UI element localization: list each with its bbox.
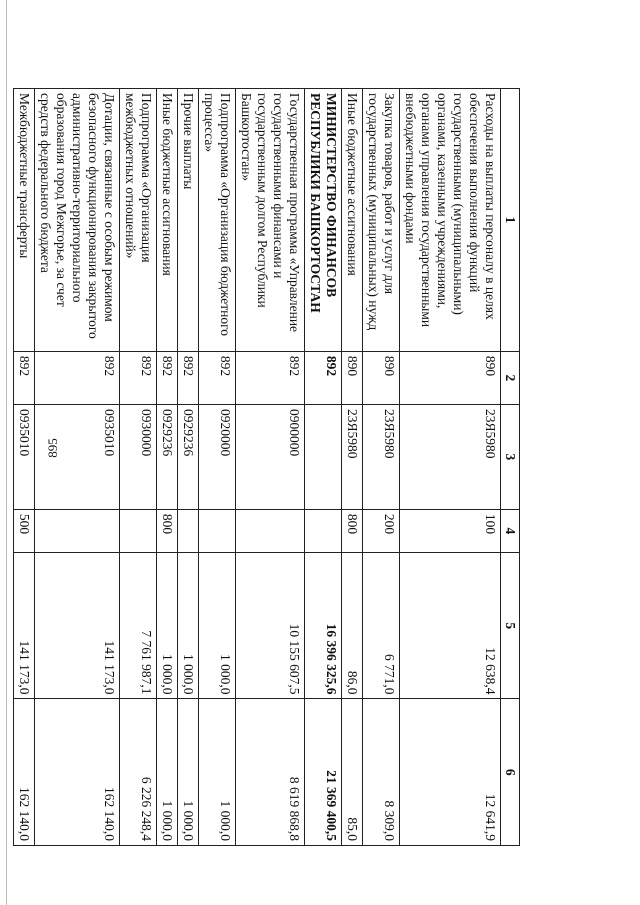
target-article-cell: 0935010 <box>35 405 120 510</box>
row-name-cell: Прочие выплаты <box>178 89 199 352</box>
row-name-cell: Закупка товаров, работ и услуг для государственных (муниципальных) нужд <box>363 89 400 352</box>
target-article-cell: 0929236 <box>157 405 178 510</box>
amount-2018-cell: 8 309,0 <box>363 699 400 846</box>
amount-2018-cell: 12 641,9 <box>400 699 501 846</box>
amount-2017-cell: 141 173,0 <box>35 552 120 699</box>
code-cell: 892 <box>120 351 157 404</box>
amount-2017-cell: 1 000,0 <box>157 552 178 699</box>
code-cell: 890 <box>400 351 501 404</box>
amount-2017-cell: 86,0 <box>342 552 363 699</box>
row-name-cell: Иные бюджетные ассигнования <box>342 89 363 352</box>
target-article-cell: 23Я5980 <box>342 405 363 510</box>
amount-2018-cell: 85,0 <box>342 699 363 846</box>
expense-type-cell <box>305 509 342 552</box>
expense-type-cell: 100 <box>400 509 501 552</box>
target-article-cell: 23Я5980 <box>400 405 501 510</box>
expense-type-cell <box>236 509 305 552</box>
column-header: 4 <box>501 509 520 552</box>
amount-2017-cell: 1 000,0 <box>178 552 199 699</box>
target-article-cell: 0929236 <box>178 405 199 510</box>
amount-2017-cell: 12 638,4 <box>400 552 501 699</box>
column-header: 5 <box>501 552 520 699</box>
column-header: 3 <box>501 405 520 510</box>
table-row <box>35 89 120 846</box>
target-article-cell <box>305 405 342 510</box>
page-number: 895 <box>45 438 60 458</box>
row-name-cell: Расходы на выплаты персоналу в целях обеспечения выполнения функций государственными (муниципальными) органами, казенными учреждениями, органами управления государственными внебюджетными фондами <box>400 89 501 352</box>
amount-2018-cell: 1 000,0 <box>157 699 178 846</box>
table-row <box>305 89 342 846</box>
amount-2018-cell: 1 000,0 <box>178 699 199 846</box>
expense-type-cell <box>120 509 157 552</box>
expense-type-cell <box>178 509 199 552</box>
row-name-cell: Дотации, связанные с особым режимом безопасного функционирования закрытого административно-территориального образования город Межгорье, за счет средств федерального бюджета <box>35 89 120 352</box>
row-name-cell: Иные бюджетные ассигнования <box>157 89 178 352</box>
amount-2017-cell: 10 155 607,5 <box>236 552 305 699</box>
amount-2017-cell: 141 173,0 <box>14 552 35 699</box>
target-article-cell: 23Я5980 <box>363 405 400 510</box>
table-row <box>342 89 363 846</box>
code-cell: 892 <box>236 351 305 404</box>
table-row <box>14 89 35 846</box>
code-cell: 892 <box>14 351 35 404</box>
amount-2018-cell: 6 226 248,4 <box>120 699 157 846</box>
table-row <box>400 89 501 846</box>
expense-type-cell: 500 <box>14 509 35 552</box>
code-cell: 892 <box>199 351 236 404</box>
code-cell: 890 <box>363 351 400 404</box>
amount-2018-cell: 8 619 868,8 <box>236 699 305 846</box>
table-row <box>157 89 178 846</box>
amount-2018-cell: 1 000,0 <box>199 699 236 846</box>
amount-2017-cell: 1 000,0 <box>199 552 236 699</box>
table-row <box>199 89 236 846</box>
row-name-cell: Государственная программа «Управление государственными финансами и государственным долгом Республики Башкортостан» <box>236 89 305 352</box>
column-header: 2 <box>501 351 520 404</box>
code-cell: 892 <box>157 351 178 404</box>
expense-type-cell: 800 <box>157 509 178 552</box>
row-name-cell: Подпрограмма «Организация бюджетного процесса» <box>199 89 236 352</box>
amount-2017-cell: 16 396 325,6 <box>305 552 342 699</box>
table-row <box>178 89 199 846</box>
code-cell: 892 <box>305 351 342 404</box>
code-cell: 892 <box>178 351 199 404</box>
target-article-cell: 0900000 <box>236 405 305 510</box>
target-article-cell: 0935010 <box>14 405 35 510</box>
scan-edge-mark <box>6 0 7 905</box>
row-name-cell: Подпрограмма «Организация межбюджетных отношений» <box>120 89 157 352</box>
column-header: 6 <box>501 699 520 846</box>
amount-2018-cell: 162 140,0 <box>35 699 120 846</box>
row-name-cell: Межбюджетные трансферты <box>14 89 35 352</box>
table-body <box>14 89 501 846</box>
table-header-row <box>501 89 520 846</box>
row-name-cell: МИНИСТЕРСТВО ФИНАНСОВ РЕСПУБЛИКИ БАШКОРТОСТАН <box>305 89 342 352</box>
amount-2018-cell: 162 140,0 <box>14 699 35 846</box>
target-article-cell: 0920000 <box>199 405 236 510</box>
table-row <box>236 89 305 846</box>
expense-type-cell: 800 <box>342 509 363 552</box>
column-header: 1 <box>501 89 520 352</box>
expense-type-cell: 200 <box>363 509 400 552</box>
amount-2017-cell: 7 761 987,1 <box>120 552 157 699</box>
expense-type-cell <box>199 509 236 552</box>
budget-table <box>13 88 520 846</box>
amount-2018-cell: 21 369 400,5 <box>305 699 342 846</box>
target-article-cell: 0930000 <box>120 405 157 510</box>
table-row <box>120 89 157 846</box>
amount-2017-cell: 6 771,0 <box>363 552 400 699</box>
code-cell: 892 <box>35 351 120 404</box>
table-row <box>363 89 400 846</box>
expense-type-cell <box>35 509 120 552</box>
code-cell: 890 <box>342 351 363 404</box>
